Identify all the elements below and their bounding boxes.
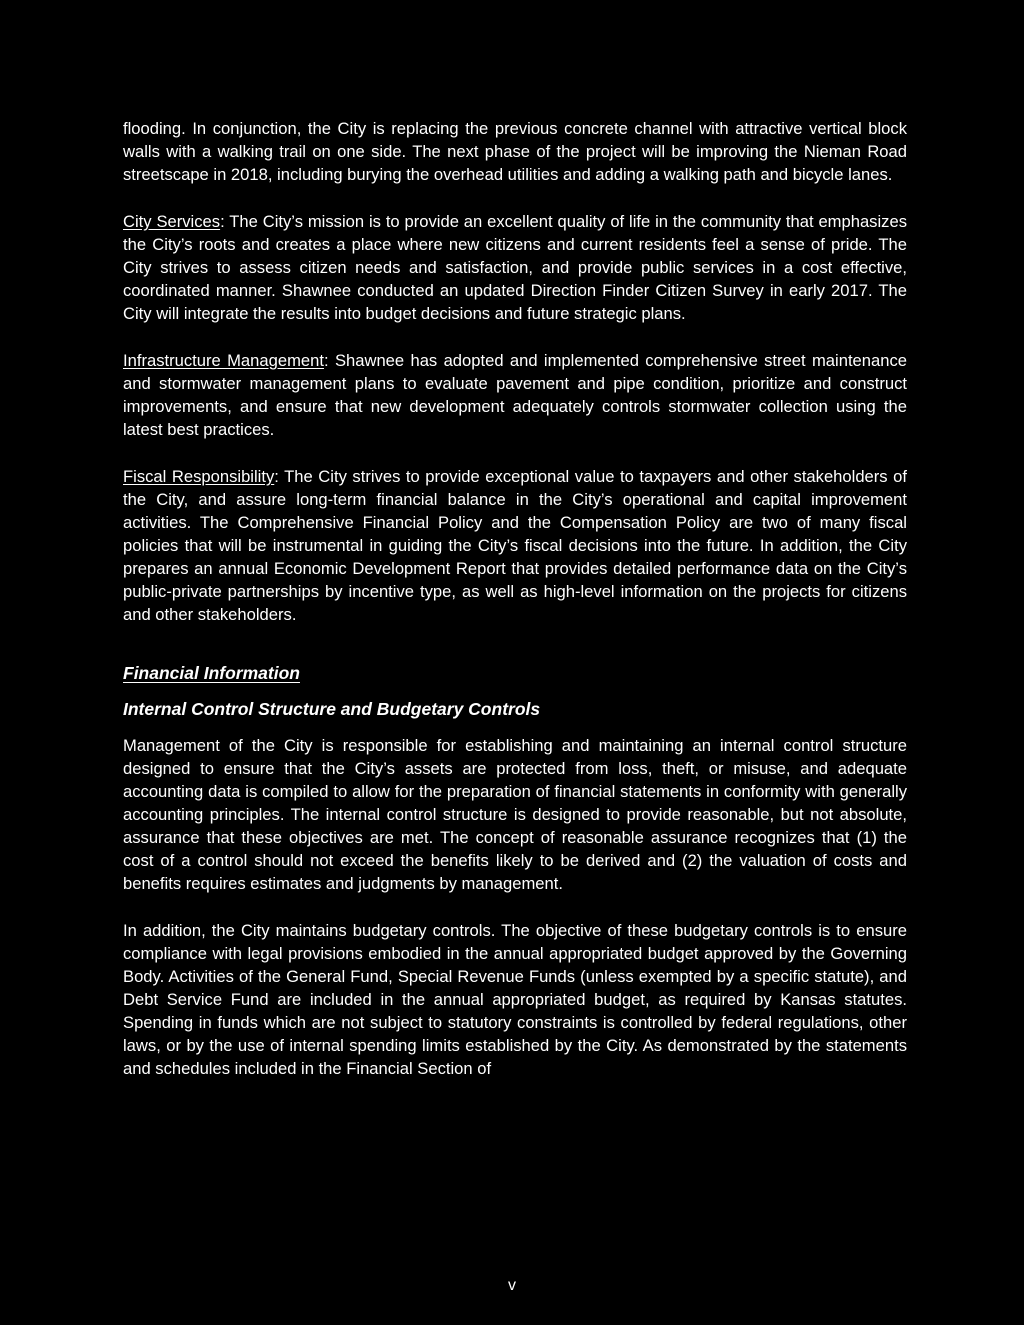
section-heading-financial-information: Financial Information: [123, 663, 300, 683]
paragraph-flooding: flooding. In conjunction, the City is replacing the previous concrete channel with attractive vertical block walls with a walking trail on one side. The next phase of the project will be improving the Nieman Road streetscape in 2018, including burying the overhead utilities and adding a walking path and bicycle lanes.: [123, 119, 907, 184]
infrastructure-text: Shawnee has adopted and implemented comprehensive street maintenance and stormwater management plans to evaluate pavement and pipe condition, prioritize and construct improvements, and ensure that new development adequately controls stormwater collection using the latest best practices.: [123, 351, 907, 439]
fiscal-lead: Fiscal Responsibility: [123, 467, 275, 486]
city-services-text: The City’s mission is to provide an excellent quality of life in the community that emphasizes the City’s roots and creates a place where new citizens and current residents feel a sense of pride. The City strives to assess citizen needs and satisfaction, and provide public services in a cost effective, coordinated manner. Shawnee conducted an updated Direction Finder Citizen Survey in early 2017. The City will integrate the results into budget decisions and future strategic plans.: [123, 212, 907, 323]
infrastructure-separator: :: [323, 351, 335, 370]
paragraph-management: Management of the City is responsible for establishing and maintaining an internal control structure designed to ensure that the City’s assets are protected from loss, theft, or misuse, and adequate accounting data is compiled to allow for the preparation of financial statements in conformity with generally accounting principles. The internal control structure is designed to provide reasonable, but not absolute, assurance that these objectives are met. The concept of reasonable assurance recognizes that (1) the cost of a control should not exceed the benefits likely to be derived and (2) the valuation of costs and benefits requires estimates and judgments by management.: [123, 736, 907, 893]
paragraph-fiscal: [123, 465, 907, 626]
paragraph-budgetary-controls: In addition, the City maintains budgetary controls. The objective of these budgetary controls is to ensure compliance with legal provisions embodied in the annual appropriated budget approved by the Governing Body. Activities of the General Fund, Special Revenue Funds (unless exempted by a specific statute), and Debt Service Fund are included in the annual appropriated budget, as required by Kansas statutes. Spending in funds which are not subject to statutory constraints is controlled by federal regulations, other laws, or by the use of internal spending limits established by the City. As demonstrated by the statements and schedules included in the Financial Section of: [123, 921, 907, 1078]
city-services-lead: City Services: [123, 212, 221, 231]
paragraph-infrastructure: [123, 349, 907, 441]
subsection-heading-internal-control: Internal Control Structure and Budgetary Controls: [123, 699, 541, 719]
infrastructure-lead: Infrastructure Management: [123, 351, 324, 370]
paragraph-city-services: [123, 210, 907, 325]
city-services-separator: :: [220, 212, 230, 231]
page-number: v: [508, 1277, 516, 1294]
fiscal-separator: :: [274, 467, 285, 486]
document-page: [123, 117, 907, 1080]
fiscal-text: The City strives to provide exceptional value to taxpayers and other stakeholders of the City, and assure long-term financial balance in the City’s operational and capital improvement activities. The Comprehensive Financial Policy and the Compensation Policy are two of many fiscal policies that will be instrumental in guiding the City’s fiscal decisions into the future. In addition, the City prepares an annual Economic Development Report that provides detailed performance data on the City’s public-private partnerships by incentive type, as well as high-level information on the projects for citizens and other stakeholders.: [123, 467, 908, 624]
